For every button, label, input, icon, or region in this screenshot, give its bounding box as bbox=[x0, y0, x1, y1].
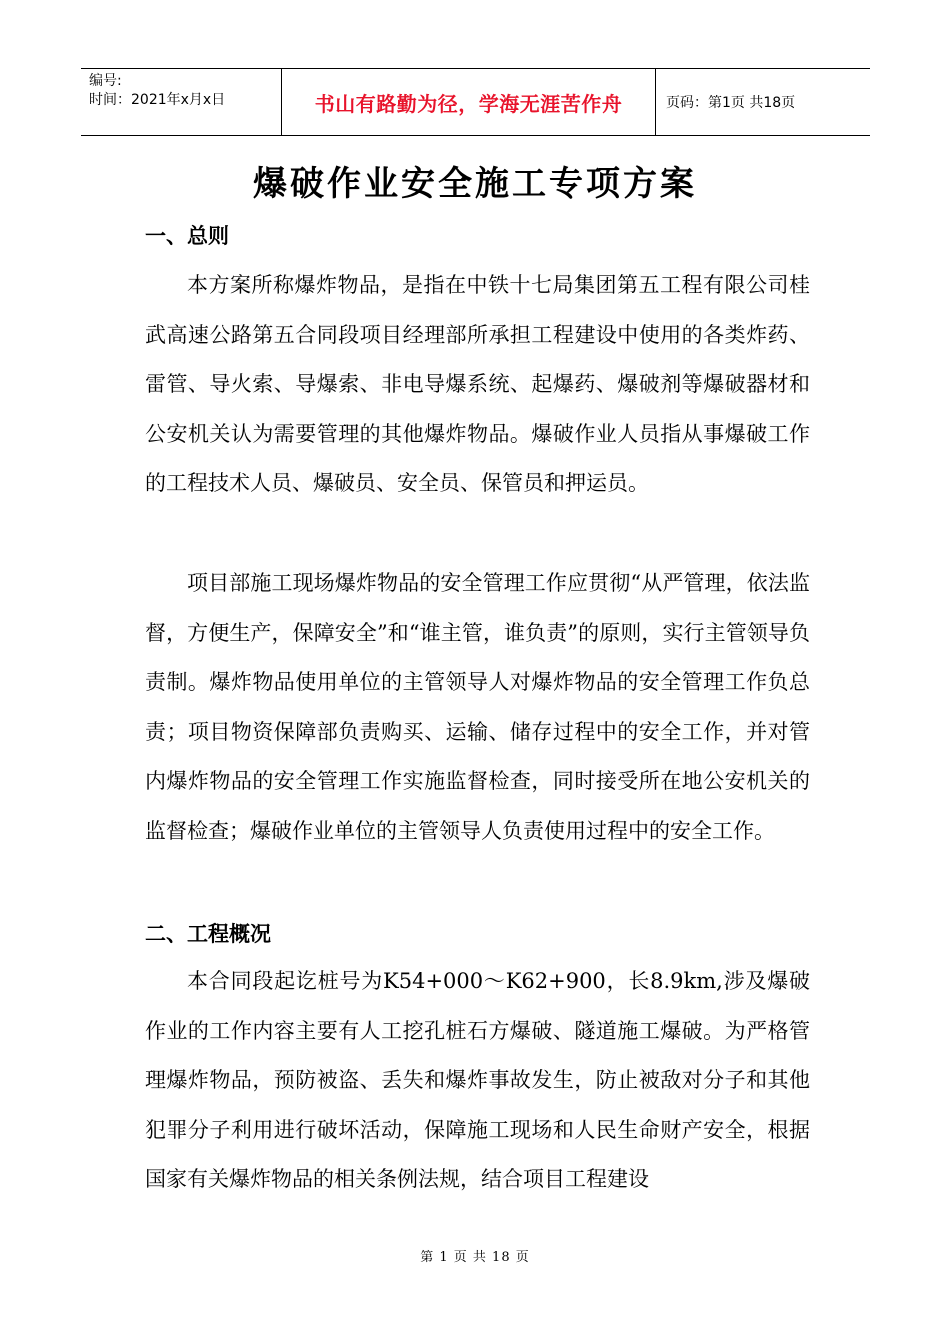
page-header bbox=[81, 68, 870, 136]
paragraph-general-1: 本方案所称爆炸物品，是指在中铁十七局集团第五工程有限公司桂武高速公路第五合同段项目经理部所承担工程建设中使用的各类炸药、雷管、导火索、导爆索、非电导爆系统、起爆药、爆破剂等爆破器材和公安机关认为需要管理的其他爆炸物品。爆破作业人员指从事爆破工作的工程技术人员、爆破员、安全员、保管员和押运员。 bbox=[145, 273, 810, 495]
section-heading-general: 一、总则 bbox=[145, 224, 229, 248]
document-number-label: 编号: bbox=[89, 73, 122, 89]
header-motto: 书山有路勤为径，学海无涯苦作舟 bbox=[282, 69, 656, 135]
paragraph-overview-1: 本合同段起讫桩号为K54+000～K62+900，长8.9km,涉及爆破作业的工作内容主要有人工挖孔桩石方爆破、隧道施工爆破。为严格管理爆炸物品，预防被盗、丢失和爆炸事故发生，防止被敌对分子和其他犯罪分子利用进行破坏活动，保障施工现场和人民生命财产安全，根据国家有关爆炸物品的相关条例法规，结合项目工程建设 bbox=[145, 969, 810, 1191]
header-meta bbox=[81, 69, 282, 135]
paragraph-general-2: 项目部施工现场爆炸物品的安全管理工作应贯彻“从严管理，依法监督，方便生产，保障安全”和“谁主管，谁负责”的原则，实行主管领导负责制。爆炸物品使用单位的主管领导人对爆炸物品的安全管理工作负总责；项目物资保障部负责购买、运输、储存过程中的安全工作，并对管内爆炸物品的安全管理工作实施监督检查，同时接受所在地公安机关的监督检查；爆破作业单位的主管领导人负责使用过程中的安全工作。 bbox=[145, 571, 810, 843]
document-title: 爆破作业安全施工专项方案 bbox=[253, 164, 697, 204]
page-footer: 第 1 页 共 18 页 bbox=[420, 1250, 530, 1265]
section-heading-overview: 二、工程概况 bbox=[145, 922, 271, 946]
document-time-label: 时间：2021年x月x日 bbox=[89, 92, 226, 108]
header-page-info: 页码：第1页 共18页 bbox=[666, 95, 796, 111]
